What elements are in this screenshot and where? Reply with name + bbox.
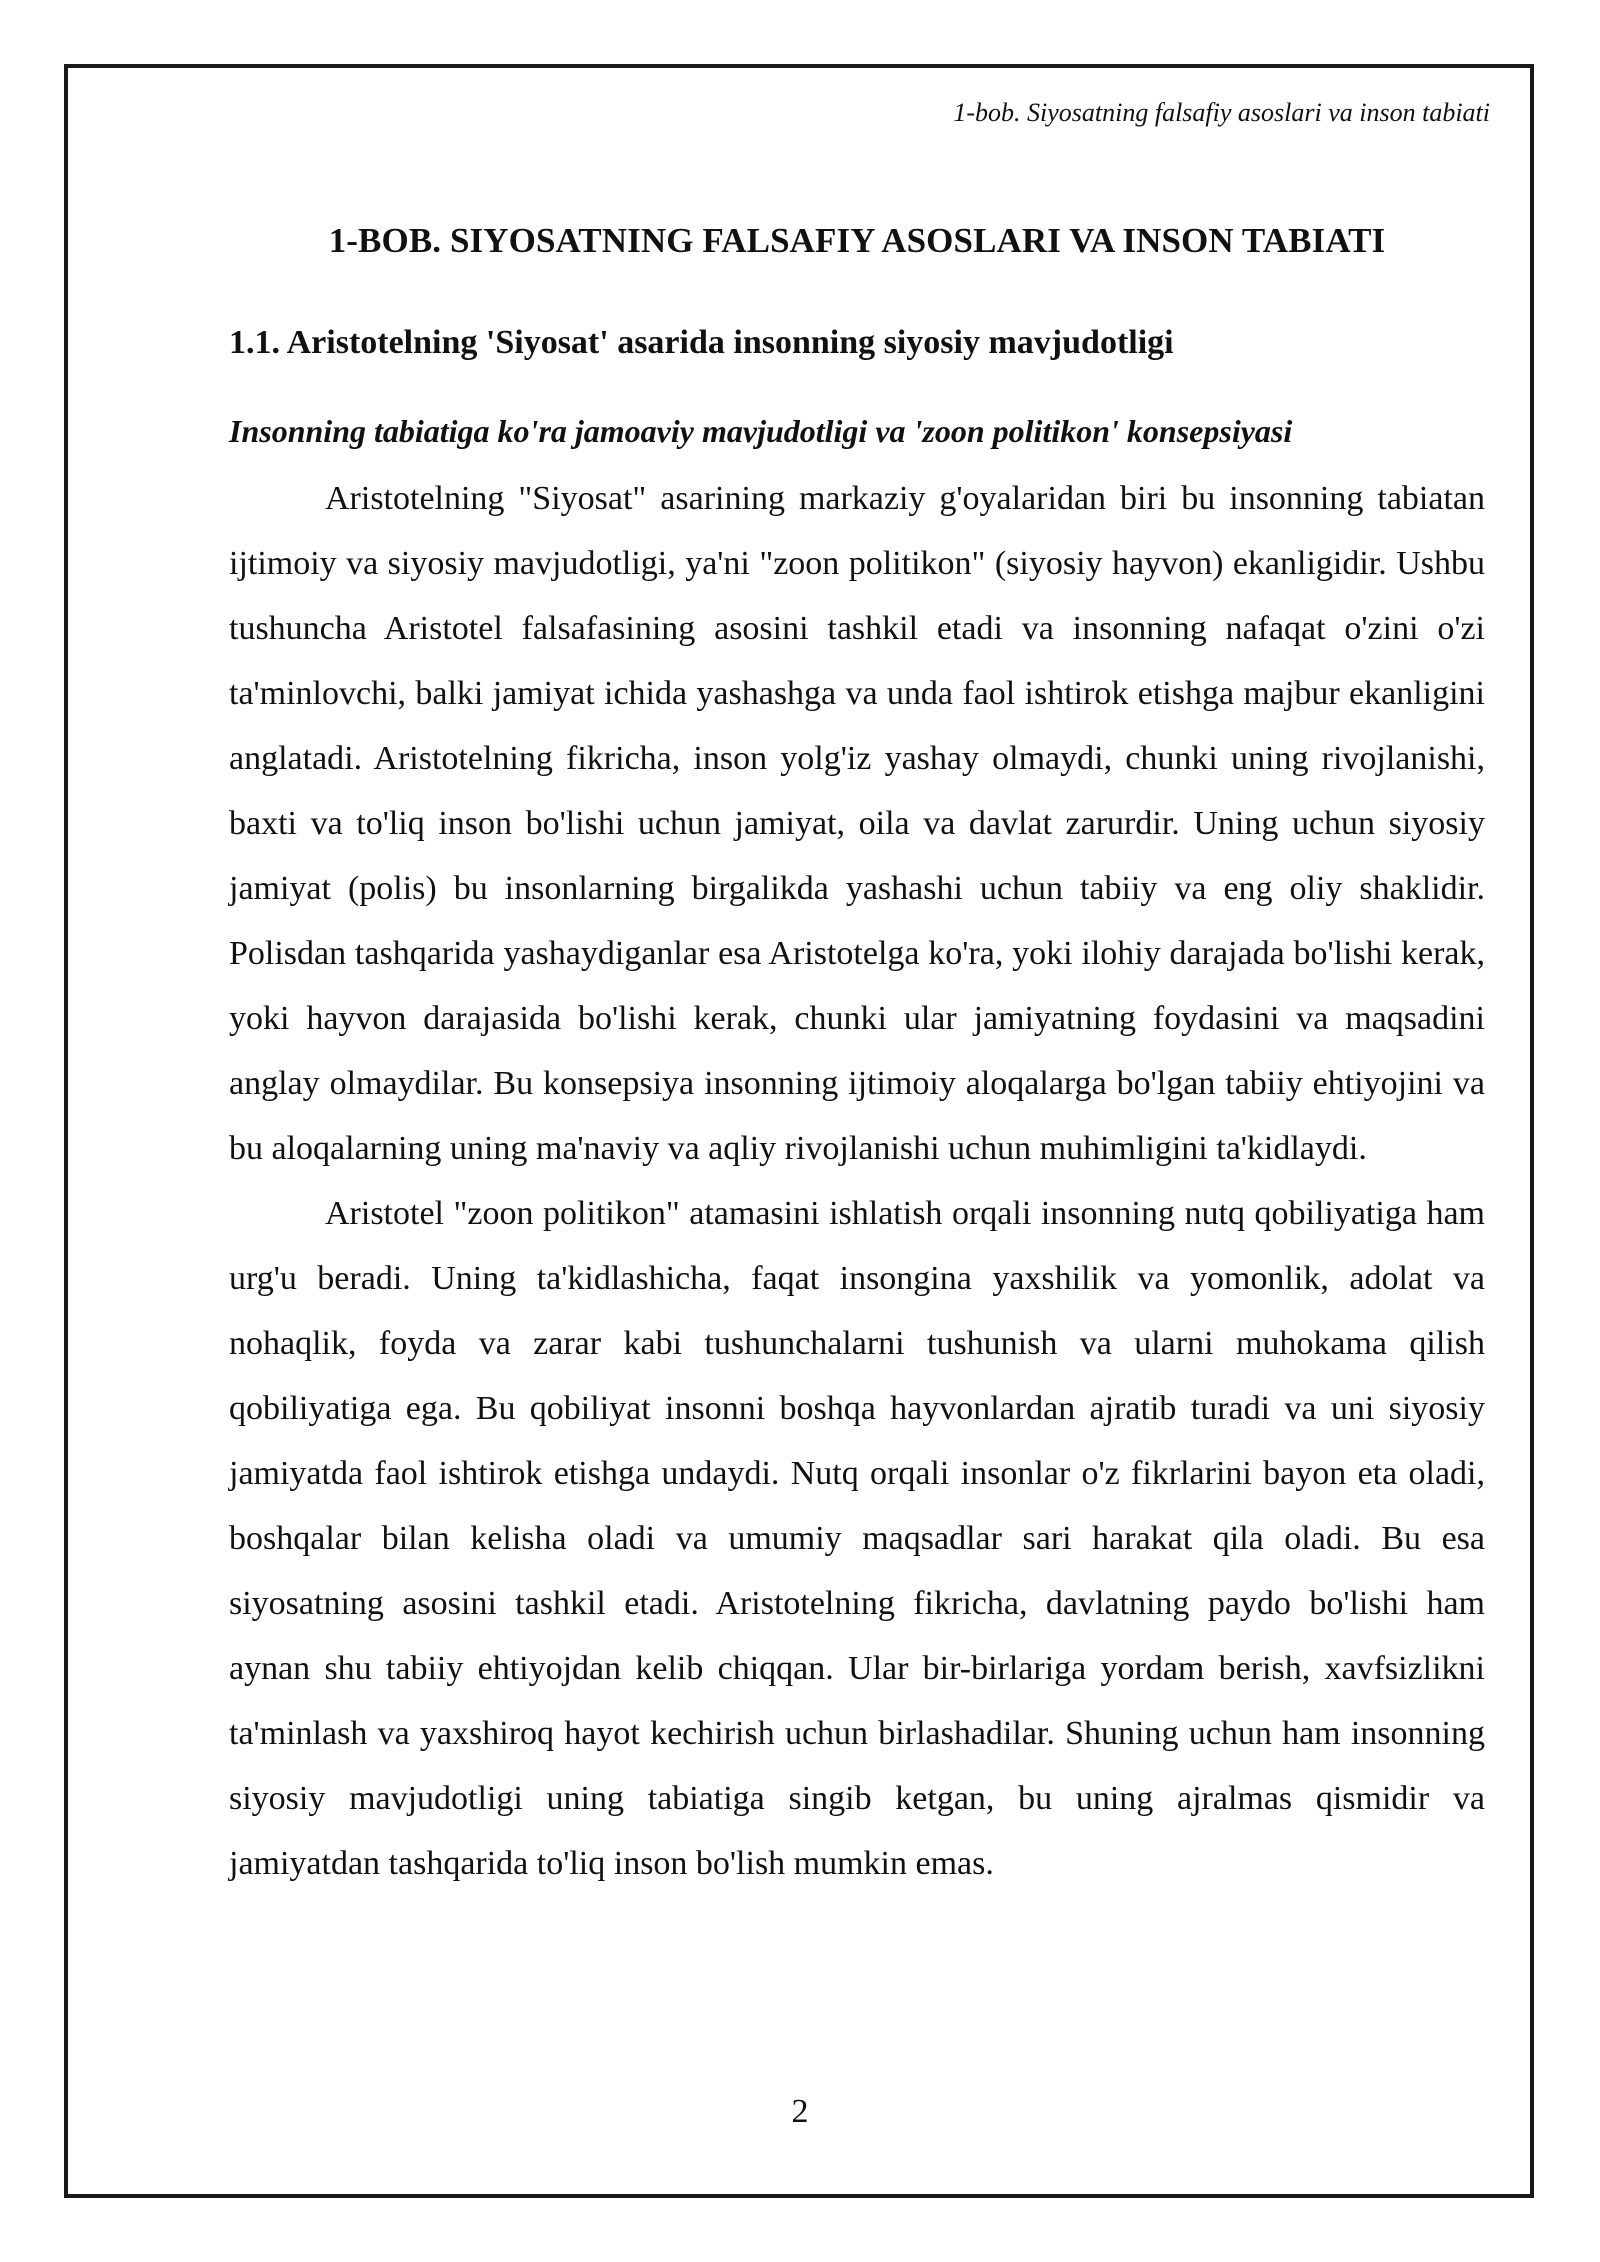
paragraph-2: Aristotel "zoon politikon" atamasini ishlatish orqali insonning nutq qobiliyatiga ham urg'u beradi. Uning ta'kidlashicha, faqat insongina yaxshilik va yomonlik, adolat va nohaqlik, foyda va zarar kabi tushunchalarni tushunish va ularni muhokama qilish qobiliyatiga ega. Bu qobiliyat insonni boshqa hayvonlardan ajratib turadi va uni siyosiy jamiyatda faol ishtirok etishga undaydi. Nutq orqali insonlar o'z fikrlarini bayon eta oladi, boshqalar bilan kelisha oladi va umumiy maqsadlar sari harakat qila oladi. Bu esa siyosatning asosini tashkil etadi. Aristotelning fikricha, davlatning paydo bo'lishi ham aynan shu tabiiy ehtiyojdan kelib chiqqan. Ular bir-birlariga yordam berish, xavfsizlikni ta'minlash va yaxshiroq hayot kechirish uchun birlashadilar. Shuning uchun ham insonning siyosiy mavjudotligi uning tabiatiga singib ketgan, bu uning ajralmas qismidir va jamiyatdan tashqarida to'liq inson bo'lish mumkin emas. (229, 1195, 1485, 1882)
page-content (229, 210, 1485, 1896)
paragraph-1: Aristotelning "Siyosat" asarining markaziy g'oyalaridan biri bu insonning tabiatan ijtimoiy va siyosiy mavjudotligi, ya'ni "zoon politikon" (siyosiy hayvon) ekanligidir. Ushbu tushuncha Aristotel falsafasining asosini tashkil etadi va insonning nafaqat o'zini o'zi ta'minlovchi, balki jamiyat ichida yashashga va unda faol ishtirok etishga majbur ekanligini anglatadi. Aristotelning fikricha, inson yolg'iz yashay olmaydi, chunki uning rivojlanishi, baxti va to'liq inson bo'lishi uchun jamiyat, oila va davlat zarurdir. Uning uchun siyosiy jamiyat (polis) bu insonlarning birgalikda yashashi uchun tabiiy va eng oliy shaklidir. Polisdan tashqarida yashaydiganlar esa Aristotelga ko'ra, yoki ilohiy darajada bo'lishi kerak, yoki hayvon darajasida bo'lishi kerak, chunki ular jamiyatning foydasini va maqsadini anglay olmaydilar. Bu konsepsiya insonning ijtimoiy aloqalarga bo'lgan tabiiy ehtiyojini va bu aloqalarning uning ma'naviy va aqliy rivojlanishi uchun muhimligini ta'kidlaydi. (229, 480, 1485, 1167)
section-title: 1.1. Aristotelning 'Siyosat' asarida insonning siyosiy mavjudotligi (229, 324, 1174, 361)
subsection-title: Insonning tabiatiga ko'ra jamoaviy mavjudotligi va 'zoon politikon' konsepsiyasi (229, 413, 1293, 449)
body-text (229, 466, 1485, 1896)
chapter-title: 1-BOB. SIYOSATNING FALSAFIY ASOSLARI VA INSON TABIATI (328, 221, 1386, 260)
page-number: 2 (791, 2093, 809, 2130)
running-header: 1-bob. Siyosatning falsafiy asoslari va inson tabiati (953, 98, 1490, 127)
